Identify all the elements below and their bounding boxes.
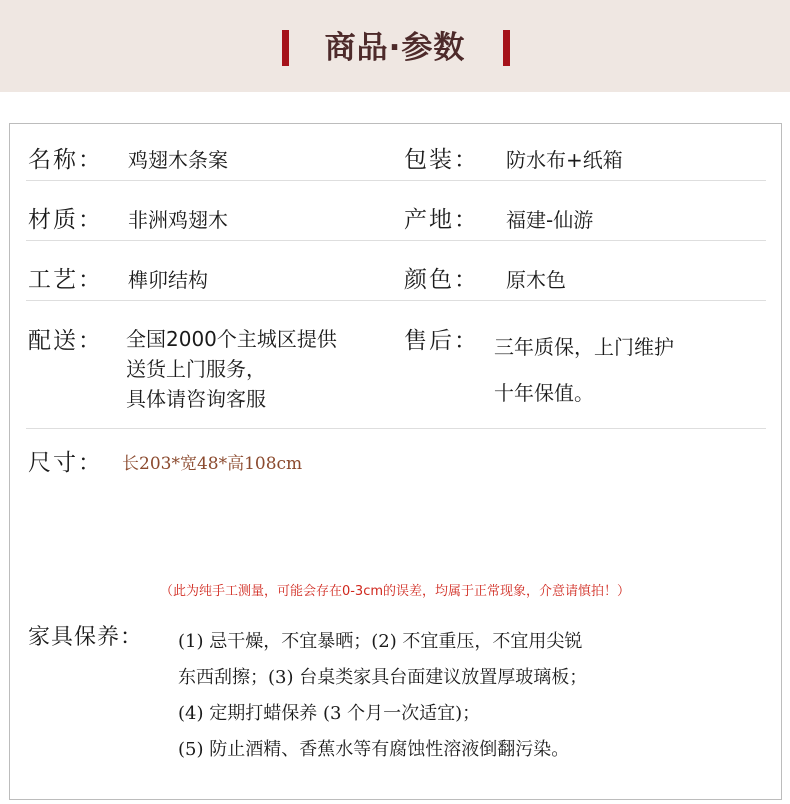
delivery-line: 全国2000个主城区提供 bbox=[126, 327, 337, 351]
header-banner bbox=[0, 0, 790, 92]
page-title: 商品·参数 bbox=[324, 30, 466, 66]
spec-value-material: 非洲鸡翅木 bbox=[128, 208, 228, 232]
spec-label-packaging: 包装： bbox=[404, 147, 479, 173]
care-line: (5) 防止酒精、香蕉水等有腐蚀性溶液倒翻污染。 bbox=[178, 739, 570, 760]
spec-label-color: 颜色： bbox=[404, 267, 479, 293]
care-line: (4) 定期打蜡保养 (3 个月一次适宜)； bbox=[178, 703, 481, 724]
aftersale-line: 十年保值。 bbox=[494, 381, 594, 405]
care-instructions bbox=[178, 624, 587, 768]
row-divider bbox=[26, 428, 766, 429]
spec-value-origin: 福建-仙游 bbox=[506, 208, 594, 232]
delivery-line: 具体请咨询客服 bbox=[126, 387, 266, 411]
row-divider bbox=[26, 300, 766, 301]
care-label: 家具保养： bbox=[28, 625, 144, 650]
spec-label-material: 材质： bbox=[28, 207, 103, 233]
spec-label-origin: 产地： bbox=[404, 207, 479, 233]
row-divider bbox=[26, 180, 766, 181]
spec-value-size: 长203*宽48*高108cm bbox=[122, 454, 303, 474]
spec-value-aftersale bbox=[494, 324, 674, 416]
spec-value-name: 鸡翅木条案 bbox=[128, 148, 228, 172]
care-line: 东西刮擦；(3) 台桌类家具台面建议放置厚玻璃板； bbox=[178, 667, 588, 688]
spec-value-delivery bbox=[126, 324, 337, 414]
spec-value-color: 原木色 bbox=[506, 268, 566, 292]
row-divider bbox=[26, 240, 766, 241]
aftersale-line: 三年质保，上门维护 bbox=[494, 335, 674, 359]
delivery-line: 送货上门服务， bbox=[126, 357, 266, 381]
spec-label-size: 尺寸： bbox=[28, 450, 103, 476]
measurement-notice: （此为纯手工测量，可能会存在0-3cm的误差，均属于正常现象，介意请慎拍！） bbox=[159, 584, 631, 599]
spec-label-name: 名称： bbox=[28, 147, 103, 173]
spec-label-aftersale: 售后： bbox=[404, 328, 479, 354]
spec-label-delivery: 配送： bbox=[28, 328, 103, 354]
spec-value-packaging: 防水布+纸箱 bbox=[506, 148, 623, 172]
care-line: (1) 忌干燥，不宜暴晒；(2) 不宜重压，不宜用尖锐 bbox=[178, 631, 583, 652]
title-bar-left bbox=[282, 30, 289, 66]
spec-label-craft: 工艺： bbox=[28, 267, 103, 293]
spec-value-craft: 榫卯结构 bbox=[128, 268, 208, 292]
title-bar-right bbox=[503, 30, 510, 66]
